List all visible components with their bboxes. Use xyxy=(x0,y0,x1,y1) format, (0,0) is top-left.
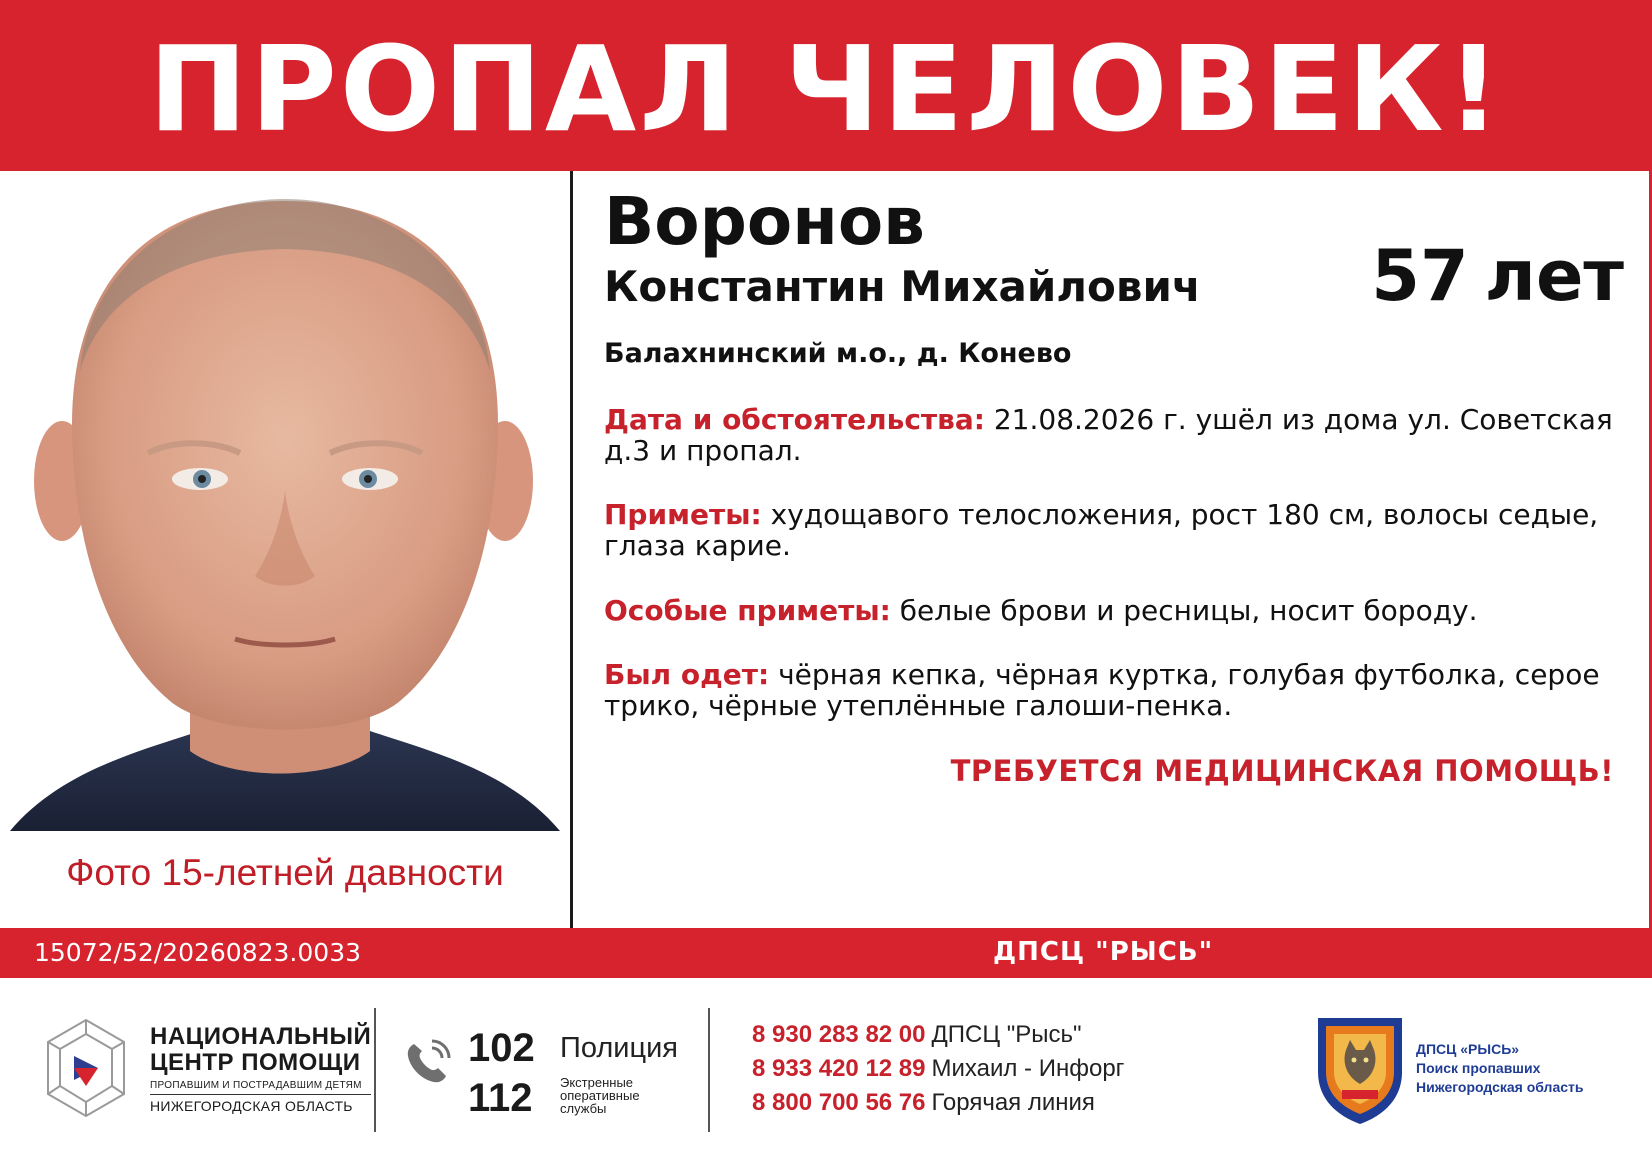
detail-label: Особые приметы: xyxy=(604,594,891,627)
contact-name: ДПСЦ "Рысь" xyxy=(931,1021,1082,1048)
emergency-number-police: 102 xyxy=(468,1026,535,1070)
footer xyxy=(0,978,1652,1164)
age-unit: лет xyxy=(1484,235,1624,317)
ncp-subtitle: ПРОПАВШИМ И ПОСТРАДАВШИМ ДЕТЯМ xyxy=(150,1080,371,1095)
case-number: 15072/52/20260823.0033 xyxy=(34,938,362,967)
ncp-name-line1: НАЦИОНАЛЬНЫЙ xyxy=(150,1023,372,1050)
contact-phone[interactable]: 8 800 700 56 76 xyxy=(752,1089,926,1116)
contact-item xyxy=(752,1018,1124,1052)
photo-caption: Фото 15-летней давности xyxy=(66,852,504,893)
badge-line2: Поиск пропавших xyxy=(1416,1060,1541,1076)
ncp-logo-icon xyxy=(40,1016,132,1121)
detail-text: 21.08.2026 г. ушёл из дома ул. Советская д.3 и пропал. xyxy=(604,403,1613,467)
lynx-badge-text xyxy=(1416,1040,1583,1097)
phone-icon xyxy=(402,1038,452,1088)
badge-line3: Нижегородская область xyxy=(1416,1079,1584,1095)
detail-text: белые брови и ресницы, носит бороду. xyxy=(890,594,1478,627)
person-location: Балахнинский м.о., д. Конево xyxy=(604,338,1072,369)
panel-divider xyxy=(570,171,573,928)
ncp-name-line2: ЦЕНТР ПОМОЩИ xyxy=(150,1049,361,1076)
contact-item xyxy=(752,1052,1124,1086)
case-bar xyxy=(0,928,1652,978)
detail-special-marks xyxy=(604,595,1614,626)
footer-divider xyxy=(708,1008,710,1132)
detail-label: Дата и обстоятельства: xyxy=(604,403,985,436)
detail-label: Был одет: xyxy=(604,658,770,691)
lynx-emblem-icon xyxy=(1312,1010,1408,1128)
info-panel xyxy=(604,171,1624,928)
detail-text: худощавого телосложения, рост 180 см, волосы седые, глаза карие. xyxy=(604,498,1599,562)
age-number: 57 xyxy=(1371,235,1469,317)
footer-divider xyxy=(374,1008,376,1132)
medical-notice: ТРЕБУЕТСЯ МЕДИЦИНСКАЯ ПОМОЩЬ! xyxy=(950,754,1614,788)
contact-phone[interactable]: 8 933 420 12 89 xyxy=(752,1055,926,1082)
contact-name: Михаил - Инфорг xyxy=(931,1055,1125,1082)
contact-list xyxy=(752,1018,1124,1120)
detail-clothing xyxy=(604,659,1614,721)
contact-phone[interactable]: 8 930 283 82 00 xyxy=(752,1021,926,1048)
bar-organization: ДПСЦ "РЫСЬ" xyxy=(993,937,1214,967)
emergency-label-police: Полиция xyxy=(560,1032,678,1064)
photo-panel xyxy=(0,171,570,928)
ncp-logo-text xyxy=(150,1024,371,1114)
poster-title: ПРОПАЛ ЧЕЛОВЕК! xyxy=(148,19,1504,158)
detail-text: чёрная кепка, чёрная куртка, голубая футболка, серое трико, чёрные утеплённые галоши-пенка. xyxy=(604,658,1600,722)
person-age xyxy=(1371,235,1624,317)
contact-item xyxy=(752,1086,1124,1120)
person-surname: Воронов xyxy=(604,183,925,260)
badge-line1: ДПСЦ «РЫСЬ» xyxy=(1416,1041,1520,1057)
person-given-names: Константин Михайлович xyxy=(604,262,1201,311)
detail-circumstances xyxy=(604,404,1614,466)
emergency-number-general: 112 xyxy=(468,1076,533,1120)
missing-person-photo xyxy=(0,171,570,928)
ncp-region: НИЖЕГОРОДСКАЯ ОБЛАСТЬ xyxy=(150,1098,353,1114)
detail-label: Приметы: xyxy=(604,498,762,531)
detail-appearance xyxy=(604,499,1614,561)
contact-name: Горячая линия xyxy=(931,1089,1095,1116)
emergency-label-general: Экстренные оперативные службы xyxy=(560,1075,640,1116)
header-banner xyxy=(0,0,1652,171)
